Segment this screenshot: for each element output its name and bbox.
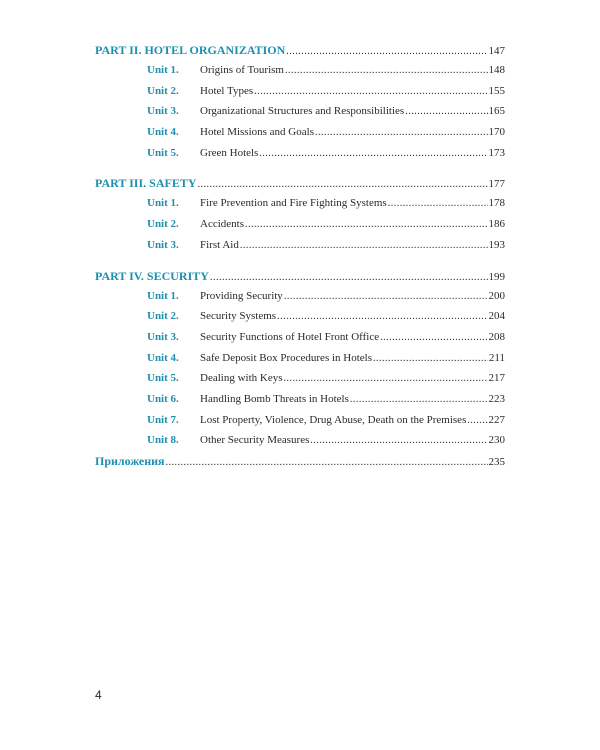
page-number: 199 xyxy=(488,270,505,283)
unit-label: Unit 3. xyxy=(147,238,179,251)
dot-leader xyxy=(373,349,488,370)
toc-unit-entry[interactable] xyxy=(95,81,505,102)
dot-leader xyxy=(198,175,488,195)
unit-list xyxy=(95,286,505,452)
page-number: 223 xyxy=(488,392,505,405)
dot-leader xyxy=(210,268,488,288)
page-number: 208 xyxy=(488,330,505,343)
unit-title: Safe Deposit Box Procedures in Hotels xyxy=(200,351,372,364)
unit-title: Origins of Tourism xyxy=(200,64,284,76)
page-number: 200 xyxy=(488,289,505,302)
unit-title: Hotel Types xyxy=(200,84,254,97)
toc-unit-entry[interactable] xyxy=(95,60,505,81)
part-title: PART III. SAFETY xyxy=(95,176,197,191)
page-number: 173 xyxy=(488,146,505,159)
dot-leader xyxy=(388,194,488,215)
page-number: 204 xyxy=(488,310,505,323)
page-number: 170 xyxy=(488,126,505,139)
unit-label: Unit 1. xyxy=(147,197,179,210)
dot-leader xyxy=(286,42,487,62)
toc-part-entry[interactable] xyxy=(95,40,505,60)
unit-label: Unit 3. xyxy=(147,105,179,118)
dot-leader xyxy=(380,328,487,349)
unit-label: Unit 1. xyxy=(147,289,179,302)
dot-leader xyxy=(285,61,488,82)
unit-title: Security Systems xyxy=(200,310,277,323)
appendix-title: Приложения xyxy=(95,454,165,468)
dot-leader xyxy=(315,123,488,144)
page-number: 227 xyxy=(488,413,505,426)
page-number: 148 xyxy=(488,64,505,76)
toc-unit-entry[interactable] xyxy=(95,235,505,256)
unit-label: Unit 2. xyxy=(147,310,179,323)
page-number: 178 xyxy=(488,197,505,210)
unit-label: Unit 8. xyxy=(147,434,179,447)
page-number: 186 xyxy=(488,218,505,231)
dot-leader xyxy=(245,215,488,236)
unit-title: Other Security Measures xyxy=(200,434,310,447)
unit-label: Unit 6. xyxy=(147,392,179,405)
toc-appendix-entry[interactable] xyxy=(95,451,505,471)
dot-leader xyxy=(310,431,487,452)
dot-leader xyxy=(350,390,488,411)
unit-title: Dealing with Keys xyxy=(200,372,283,385)
unit-label: Unit 2. xyxy=(147,84,179,97)
dot-leader xyxy=(277,307,487,328)
dot-leader xyxy=(284,287,488,308)
part-title: PART II. HOTEL ORGANIZATION xyxy=(95,43,286,57)
toc-unit-entry[interactable] xyxy=(95,327,505,348)
unit-title: Hotel Missions and Goals xyxy=(200,126,314,139)
unit-label: Unit 2. xyxy=(147,218,179,231)
unit-title: Security Functions of Hotel Front Office xyxy=(200,330,380,343)
toc-unit-entry[interactable] xyxy=(95,410,505,431)
toc-unit-entry[interactable] xyxy=(95,122,505,143)
folio-page-number: 4 xyxy=(95,688,102,702)
toc-unit-entry[interactable] xyxy=(95,348,505,369)
dot-leader xyxy=(467,411,487,432)
dot-leader xyxy=(166,453,488,473)
toc-unit-entry[interactable] xyxy=(95,286,505,307)
dot-leader xyxy=(405,102,487,123)
unit-title: Accidents xyxy=(200,218,244,231)
page-number: 230 xyxy=(488,434,505,447)
toc-unit-entry[interactable] xyxy=(95,368,505,389)
page-number: 211 xyxy=(488,351,505,364)
part-title: PART IV. SECURITY xyxy=(95,268,209,283)
toc-unit-entry[interactable] xyxy=(95,101,505,122)
page-number: 147 xyxy=(488,45,505,57)
toc-unit-entry[interactable] xyxy=(95,389,505,410)
unit-title: Fire Prevention and Fire Fighting Systems xyxy=(200,197,387,210)
unit-title: Handling Bomb Threats in Hotels xyxy=(200,392,349,405)
toc-unit-entry[interactable] xyxy=(95,306,505,327)
toc-unit-entry[interactable] xyxy=(95,193,505,214)
unit-list xyxy=(95,60,505,163)
page-number: 155 xyxy=(488,84,505,97)
toc-part-entry[interactable] xyxy=(95,266,505,286)
unit-label: Unit 4. xyxy=(147,351,179,364)
table-of-contents xyxy=(95,40,505,471)
unit-title: Providing Security xyxy=(200,289,283,302)
unit-label: Unit 4. xyxy=(147,126,179,139)
unit-label: Unit 5. xyxy=(147,372,179,385)
dot-leader xyxy=(254,82,487,103)
unit-title: Green Hotels xyxy=(200,146,259,159)
page-number: 217 xyxy=(488,372,505,385)
page-number: 193 xyxy=(488,238,505,251)
unit-label: Unit 7. xyxy=(147,413,179,426)
page-number: 235 xyxy=(488,456,505,468)
toc-unit-entry[interactable] xyxy=(95,143,505,164)
toc-unit-entry[interactable] xyxy=(95,214,505,235)
dot-leader xyxy=(283,369,487,390)
unit-label: Unit 3. xyxy=(147,330,179,343)
page-number: 165 xyxy=(488,105,505,118)
toc-unit-entry[interactable] xyxy=(95,430,505,451)
unit-title: Organizational Structures and Responsibilities xyxy=(200,105,405,118)
toc-part-entry[interactable] xyxy=(95,173,505,193)
page-number: 177 xyxy=(488,178,505,191)
unit-label: Unit 1. xyxy=(147,64,179,76)
dot-leader xyxy=(240,236,488,257)
unit-label: Unit 5. xyxy=(147,146,179,159)
unit-title: First Aid xyxy=(200,238,239,251)
unit-list xyxy=(95,193,505,255)
dot-leader xyxy=(259,144,487,165)
unit-title: Lost Property, Violence, Drug Abuse, Death on the Premises xyxy=(200,413,467,426)
